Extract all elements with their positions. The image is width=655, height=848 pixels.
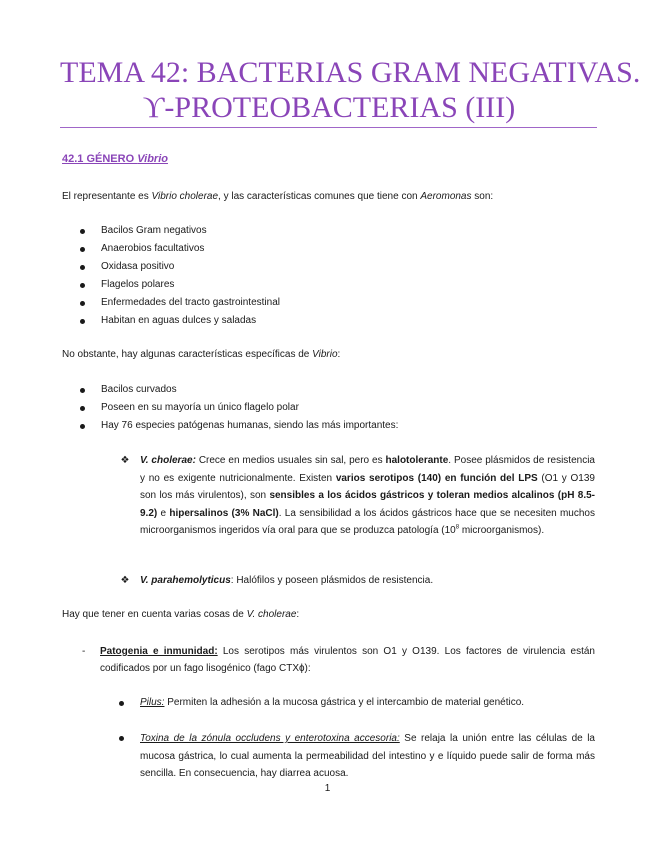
bullet-icon	[80, 265, 85, 270]
cholerae-bold-2: varios serotipos (140) en función del LPS	[335, 472, 538, 484]
cholerae-text-2: . Posee plásmidos de resistencia y no es exigente nutricionalmente. Existen	[140, 455, 595, 484]
cholerae-exponent: 8	[455, 524, 460, 531]
title-line-2: ϒ-PROTEOBACTERIAS (III)	[142, 91, 516, 124]
list-item-text: Habitan en aguas dulces y saladas	[101, 315, 257, 326]
pathogenesis-paragraph	[100, 643, 595, 677]
note-end: :	[296, 609, 300, 620]
bullet-icon	[80, 388, 85, 393]
cholerae-bold-3: sensibles a los ácidos gástricos y toleran medios alcalinos (pH 8.5-9.2)	[140, 490, 595, 519]
bullet-icon	[80, 301, 85, 306]
list-item-text: Poseen en su mayoría un único flagelo polar	[101, 402, 299, 413]
bullet-icon	[80, 319, 85, 324]
specific-intro-end: :	[337, 349, 341, 360]
specific-intro-genus: Vibrio	[312, 349, 338, 360]
pili-text: Permiten la adhesión a la mucosa gástrica y el intercambio de material genético.	[164, 697, 525, 708]
cholerae-text-5: . La sensibilidad a los ácidos gástricos hace que se necesiten muchos microorganismos ingeridos vía oral para que se produzca patología (10	[140, 507, 595, 536]
pili-paragraph	[140, 696, 524, 710]
intro-text-2: , y las características comunes que tiene con	[218, 191, 421, 202]
dash-marker: -	[82, 646, 86, 657]
bullet-icon	[80, 247, 85, 252]
intro-species: Vibrio cholerae	[151, 191, 219, 202]
title-divider	[60, 127, 597, 128]
list-item-text: Hay 76 especies patógenas humanas, siendo las más importantes:	[101, 420, 399, 431]
pili-label: Pilus:	[140, 697, 165, 708]
intro-text-3: son:	[471, 191, 494, 202]
page-number: 1	[324, 783, 331, 794]
cholerae-bold-1: halotolerante	[385, 455, 449, 466]
list-item-text: Oxidasa positivo	[101, 261, 175, 272]
note-species: V. cholerae	[246, 609, 297, 620]
cholerae-bold-4: hipersalinos (3% NaCl)	[169, 507, 279, 519]
parahemolyticus-name: V. parahemolyticus	[140, 575, 231, 586]
toxin-paragraph	[140, 730, 595, 783]
cholerae-name: V. cholerae:	[140, 455, 196, 466]
bullet-icon	[80, 229, 85, 234]
toxin-text: Se relaja la unión entre las células de la mucosa gástrica, lo cual aumenta la permeabilidad del intestino y e líquido puede salir de forma más sencilla. En consecuencia, hay diarrea acuosa.	[140, 733, 595, 779]
cholerae-text-6: microorganismos).	[459, 525, 545, 536]
section-heading	[62, 153, 168, 165]
section-heading-genus: Vibrio	[137, 153, 168, 165]
list-item-text: Anaerobios facultativos	[101, 243, 205, 254]
intro-paragraph	[62, 190, 493, 204]
note-paragraph	[62, 608, 299, 622]
pathogenesis-text: Los serotipos más virulentos son O1 y O139. Los factores de virulencia están codificados por un fago lisogénico (fago CTXɸ):	[100, 646, 595, 674]
toxin-label: Toxina de la zónula occludens y enterotoxina accesoria:	[140, 733, 400, 744]
pathogenesis-label: Patogenia e inmunidad:	[100, 646, 218, 657]
specific-intro-text: No obstante, hay algunas características específicas de	[62, 349, 313, 360]
diamond-star-icon: ❖	[120, 455, 130, 466]
intro-genus: Aeromonas	[420, 191, 472, 202]
page-title	[60, 55, 641, 125]
specific-intro-paragraph	[62, 348, 340, 362]
parahemolyticus-text: : Halófilos y poseen plásmidos de resistencia.	[230, 575, 434, 586]
bullet-icon	[80, 283, 85, 288]
diamond-star-icon: ❖	[120, 575, 130, 586]
parahemolyticus-paragraph	[140, 574, 433, 588]
list-item-text: Flagelos polares	[101, 279, 175, 290]
cholerae-text-1: Crece en medios usuales sin sal, pero es	[195, 455, 386, 466]
intro-text-1: El representante es	[62, 191, 152, 202]
title-line-1: TEMA 42: BACTERIAS GRAM NEGATIVAS.	[60, 56, 641, 89]
list-item-text: Bacilos curvados	[101, 384, 177, 395]
list-item-text: Enfermedades del tracto gastrointestinal	[101, 297, 280, 308]
note-text: Hay que tener en cuenta varias cosas de	[62, 609, 247, 620]
list-item-text: Bacilos Gram negativos	[101, 225, 207, 236]
bullet-icon	[119, 701, 124, 706]
section-heading-prefix: 42.1 GÉNERO	[62, 153, 138, 165]
cholerae-text-3: (O1 y O139 son los más virulentos), son	[140, 472, 595, 501]
bullet-icon	[119, 736, 124, 741]
bullet-icon	[80, 424, 85, 429]
cholerae-paragraph	[140, 452, 595, 540]
cholerae-text-4: e	[157, 507, 170, 519]
bullet-icon	[80, 406, 85, 411]
